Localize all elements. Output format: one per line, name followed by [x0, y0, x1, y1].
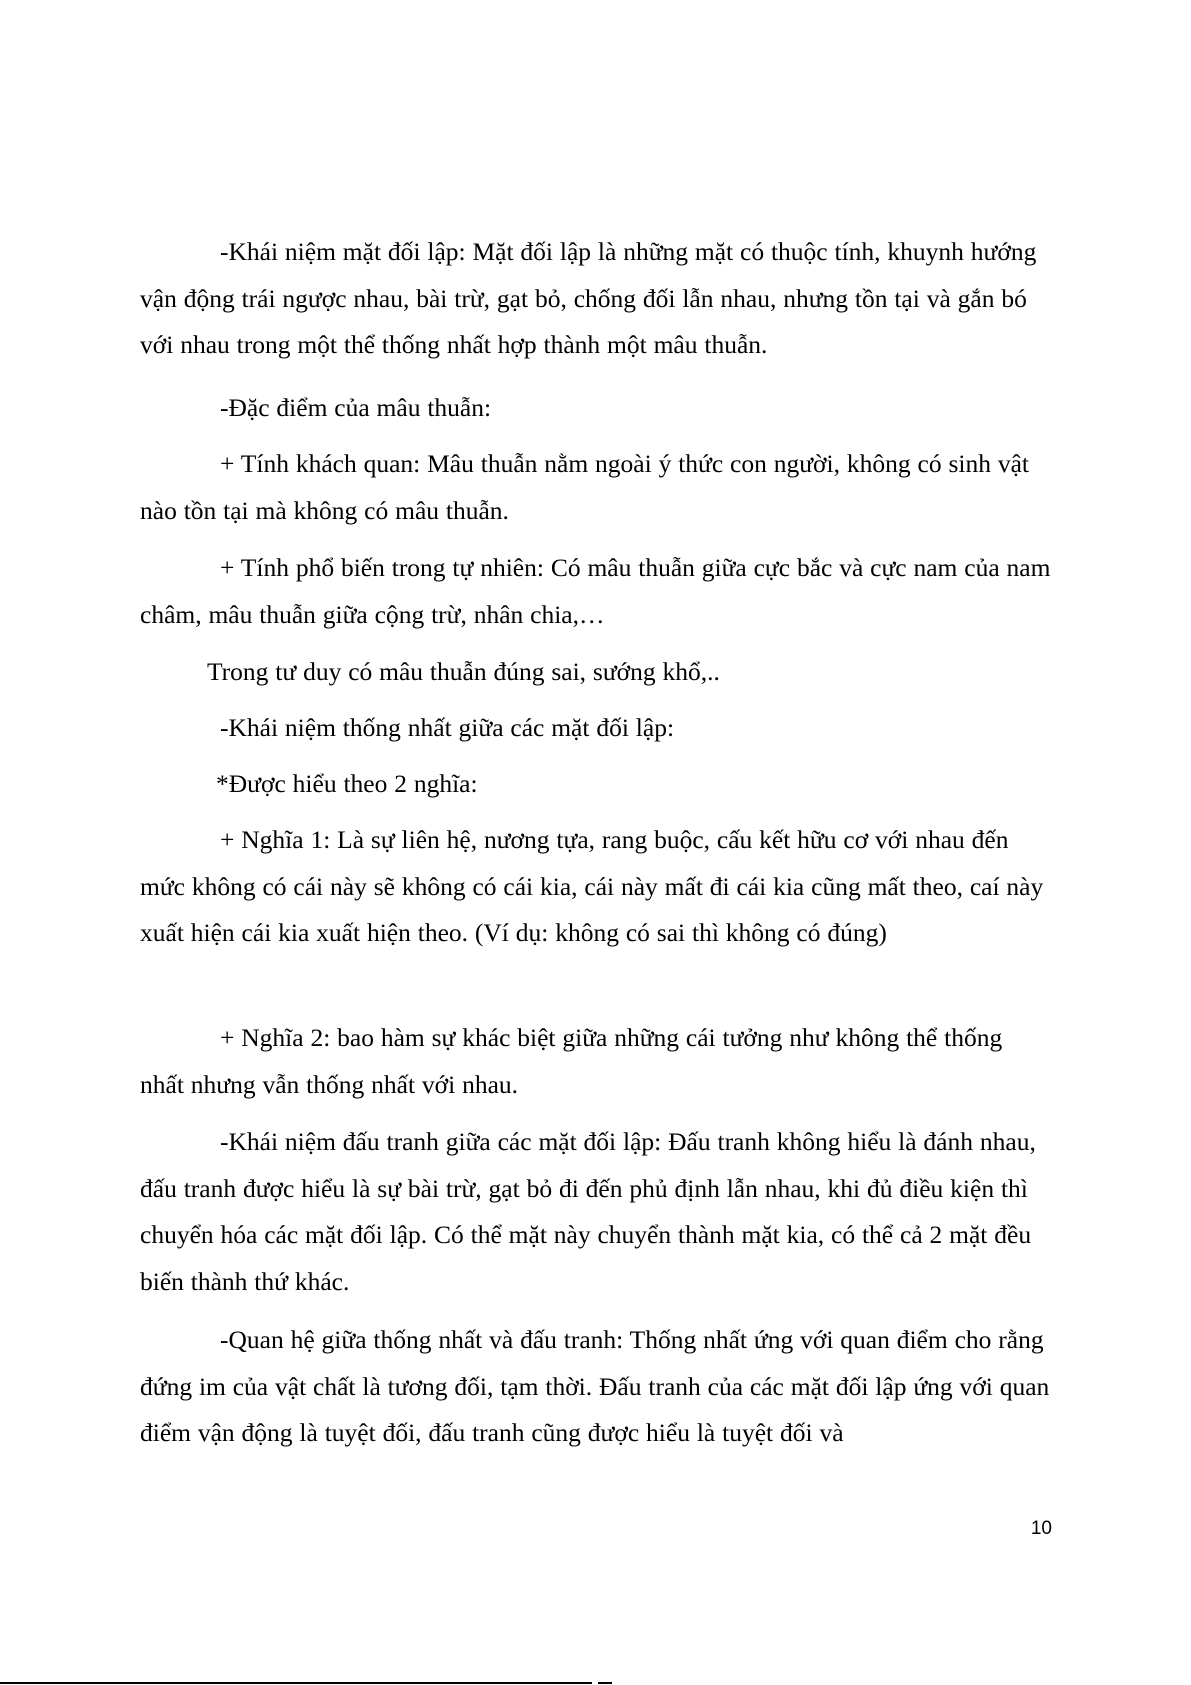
footer-rule	[0, 1682, 592, 1684]
paragraph-unity-struggle-relation: -Quan hệ giữa thống nhất và đấu tranh: Thống nhất ứng với quan điểm cho rằng đứng im của vật chất là tương đối, tạm thời. Đấu tranh của các mặt đối lập ứng với quan điểm vận động là tuyệt đối, đấu tranh cũng được hiểu là tuyệt đối và	[140, 1325, 1050, 1447]
paragraph-opposites-definition: -Khái niệm mặt đối lập: Mặt đối lập là những mặt có thuộc tính, khuynh hướng vận động trái ngược nhau, bài trừ, gạt bỏ, chống đối lẫn nhau, nhưng tồn tại và gắn bó với nhau trong một thể thống nhất hợp thành một mâu thuẫn.	[140, 237, 1037, 359]
paragraph-unity-definition: -Khái niệm thống nhất giữa các mặt đối lập:	[220, 713, 675, 742]
page-number: 10	[1030, 1518, 1052, 1539]
paragraph-contradiction-features: -Đặc điểm của mâu thuẫn:	[220, 393, 492, 422]
paragraph-thinking-contradiction: Trong tư duy có mâu thuẫn đúng sai, sướng khổ,..	[207, 657, 720, 686]
paragraph-objectivity: + Tính khách quan: Mâu thuẫn nằm ngoài ý thức con người, không có sinh vật nào tồn tại mà không có mâu thuẫn.	[140, 449, 1029, 525]
paragraph-universality: + Tính phổ biến trong tự nhiên: Có mâu thuẫn giữa cực bắc và cực nam của nam châm, mâu thuẫn giữa cộng trừ, nhân chia,…	[140, 553, 1051, 629]
footer-rule-tail	[598, 1682, 612, 1684]
paragraph-meaning-1: + Nghĩa 1: Là sự liên hệ, nương tựa, rang buộc, cấu kết hữu cơ với nhau đến mức không có cái này sẽ không có cái kia, cái này mất đi cái kia cũng mất theo, caí này xuất hiện cái kia xuất hiện theo. (Ví dụ: không có sai thì không có đúng)	[140, 825, 1044, 947]
paragraph-struggle-definition: -Khái niệm đấu tranh giữa các mặt đối lập: Đấu tranh không hiểu là đánh nhau, đấu tranh được hiểu là sự bài trừ, gạt bỏ đi đến phủ định lẫn nhau, khi đủ điều kiện thì chuyển hóa các mặt đối lập. Có thể mặt này chuyển thành mặt kia, có thể cả 2 mặt đều biến thành thứ khác.	[140, 1127, 1036, 1296]
paragraph-two-meanings: *Được hiểu theo 2 nghĩa:	[216, 769, 478, 798]
paragraph-meaning-2: + Nghĩa 2: bao hàm sự khác biệt giữa những cái tưởng như không thể thống nhất nhưng vẫn thống nhất với nhau.	[140, 1023, 1003, 1099]
